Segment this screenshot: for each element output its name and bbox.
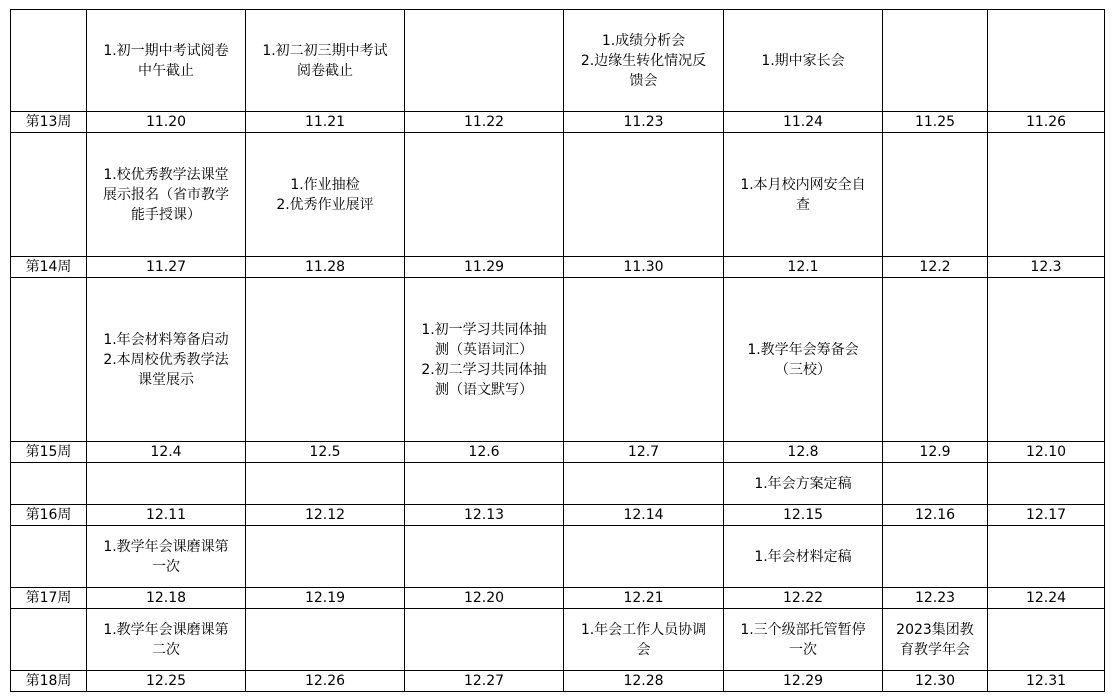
event-cell <box>405 10 564 112</box>
date-cell: 12.2 <box>883 257 988 278</box>
date-cell: 12.31 <box>988 671 1105 692</box>
date-cell: 12.27 <box>405 671 564 692</box>
event-cell <box>246 10 405 112</box>
event-row <box>11 133 1105 257</box>
date-cell: 12.13 <box>405 505 564 526</box>
date-cell: 12.17 <box>988 505 1105 526</box>
week-spacer-cell <box>11 463 87 505</box>
event-cell <box>883 526 988 588</box>
week-spacer-cell <box>11 609 87 671</box>
event-cell <box>724 463 883 505</box>
event-cell <box>405 526 564 588</box>
event-text: 1.年会材料定稿 <box>754 548 852 565</box>
event-text: 1.年会工作人员协调 会 <box>580 621 707 658</box>
event-cell <box>564 278 724 442</box>
date-cell: 12.25 <box>87 671 246 692</box>
event-text: 1.年会方案定稿 <box>754 475 852 492</box>
event-cell <box>724 609 883 671</box>
event-cell <box>87 133 246 257</box>
event-cell <box>724 133 883 257</box>
event-cell <box>883 133 988 257</box>
date-cell: 12.28 <box>564 671 724 692</box>
date-row <box>11 112 1105 133</box>
week-label: 第13周 <box>11 112 87 133</box>
week-spacer-cell <box>11 10 87 112</box>
event-cell <box>246 133 405 257</box>
week-label: 第14周 <box>11 257 87 278</box>
week-spacer-cell <box>11 133 87 257</box>
date-cell: 11.24 <box>724 112 883 133</box>
date-cell: 12.22 <box>724 588 883 609</box>
event-cell <box>246 526 405 588</box>
event-cell <box>405 609 564 671</box>
date-cell: 11.21 <box>246 112 405 133</box>
event-cell <box>564 463 724 505</box>
date-cell: 11.27 <box>87 257 246 278</box>
event-row <box>11 10 1105 112</box>
event-cell <box>87 278 246 442</box>
event-text: 1.期中家长会 <box>761 52 845 69</box>
date-row <box>11 257 1105 278</box>
event-cell <box>87 609 246 671</box>
event-cell <box>724 278 883 442</box>
date-cell: 12.23 <box>883 588 988 609</box>
date-cell: 12.15 <box>724 505 883 526</box>
date-cell: 12.8 <box>724 442 883 463</box>
event-cell <box>883 463 988 505</box>
date-cell: 12.24 <box>988 588 1105 609</box>
date-cell: 12.3 <box>988 257 1105 278</box>
date-cell: 11.26 <box>988 112 1105 133</box>
date-cell: 12.9 <box>883 442 988 463</box>
event-text: 1.本月校内网安全自 查 <box>740 176 866 213</box>
date-cell: 12.29 <box>724 671 883 692</box>
date-row <box>11 671 1105 692</box>
date-cell: 11.23 <box>564 112 724 133</box>
date-row <box>11 505 1105 526</box>
event-cell <box>988 526 1105 588</box>
event-row <box>11 526 1105 588</box>
week-spacer-cell <box>11 526 87 588</box>
event-cell <box>883 278 988 442</box>
event-text: 1.教学年会课磨课第 二次 <box>103 621 229 658</box>
event-cell <box>883 10 988 112</box>
event-cell <box>246 463 405 505</box>
event-text: 1.初二初三期中考试 阅卷截止 <box>262 42 388 79</box>
date-cell: 12.12 <box>246 505 405 526</box>
date-cell: 12.10 <box>988 442 1105 463</box>
event-cell <box>87 10 246 112</box>
date-cell: 11.28 <box>246 257 405 278</box>
event-text: 1.三个级部托管暂停 一次 <box>740 621 866 658</box>
event-text: 1.初一学习共同体抽 测（英语词汇） 2.初二学习共同体抽 测（语文默写） <box>421 321 547 398</box>
week-label: 第16周 <box>11 505 87 526</box>
schedule-sheet <box>10 9 1105 692</box>
date-cell: 12.19 <box>246 588 405 609</box>
date-cell: 12.30 <box>883 671 988 692</box>
event-cell <box>246 278 405 442</box>
event-cell <box>988 133 1105 257</box>
event-text: 1.年会材料筹备启动 2.本周校优秀教学法 课堂展示 <box>103 331 229 388</box>
event-cell <box>988 609 1105 671</box>
event-text: 1.作业抽检 2.优秀作业展评 <box>276 176 374 213</box>
week-label: 第17周 <box>11 588 87 609</box>
event-row <box>11 278 1105 442</box>
event-text: 1.教学年会课磨课第 一次 <box>103 538 229 575</box>
date-cell: 11.20 <box>87 112 246 133</box>
schedule-table <box>10 9 1105 692</box>
event-cell <box>87 526 246 588</box>
week-label: 第18周 <box>11 671 87 692</box>
event-cell <box>988 10 1105 112</box>
date-cell: 11.29 <box>405 257 564 278</box>
event-cell <box>883 609 988 671</box>
event-cell <box>405 278 564 442</box>
event-cell <box>564 609 724 671</box>
event-text: 1.成绩分析会 2.边缘生转化情况反 馈会 <box>580 32 707 89</box>
date-cell: 11.22 <box>405 112 564 133</box>
event-text: 1.初一期中考试阅卷 中午截止 <box>103 42 229 79</box>
date-row <box>11 588 1105 609</box>
event-row <box>11 609 1105 671</box>
event-cell <box>246 609 405 671</box>
event-cell <box>988 463 1105 505</box>
date-cell: 12.4 <box>87 442 246 463</box>
event-text: 2023集团教 育教学年会 <box>896 621 974 658</box>
event-cell <box>564 10 724 112</box>
date-cell: 12.14 <box>564 505 724 526</box>
event-cell <box>405 133 564 257</box>
date-cell: 12.21 <box>564 588 724 609</box>
date-cell: 12.1 <box>724 257 883 278</box>
date-cell: 11.30 <box>564 257 724 278</box>
date-cell: 12.5 <box>246 442 405 463</box>
date-cell: 12.20 <box>405 588 564 609</box>
date-cell: 12.18 <box>87 588 246 609</box>
event-text: 1.校优秀教学法课堂 展示报名（省市教学 能手授课） <box>103 166 229 223</box>
event-cell <box>564 133 724 257</box>
event-cell <box>87 463 246 505</box>
date-cell: 12.11 <box>87 505 246 526</box>
event-cell <box>564 526 724 588</box>
event-cell <box>724 526 883 588</box>
date-cell: 12.16 <box>883 505 988 526</box>
event-cell <box>405 463 564 505</box>
event-cell <box>988 278 1105 442</box>
date-cell: 11.25 <box>883 112 988 133</box>
date-row <box>11 442 1105 463</box>
event-cell <box>724 10 883 112</box>
date-cell: 12.26 <box>246 671 405 692</box>
week-label: 第15周 <box>11 442 87 463</box>
week-spacer-cell <box>11 278 87 442</box>
date-cell: 12.7 <box>564 442 724 463</box>
date-cell: 12.6 <box>405 442 564 463</box>
event-text: 1.教学年会筹备会 （三校） <box>747 341 859 378</box>
event-row <box>11 463 1105 505</box>
